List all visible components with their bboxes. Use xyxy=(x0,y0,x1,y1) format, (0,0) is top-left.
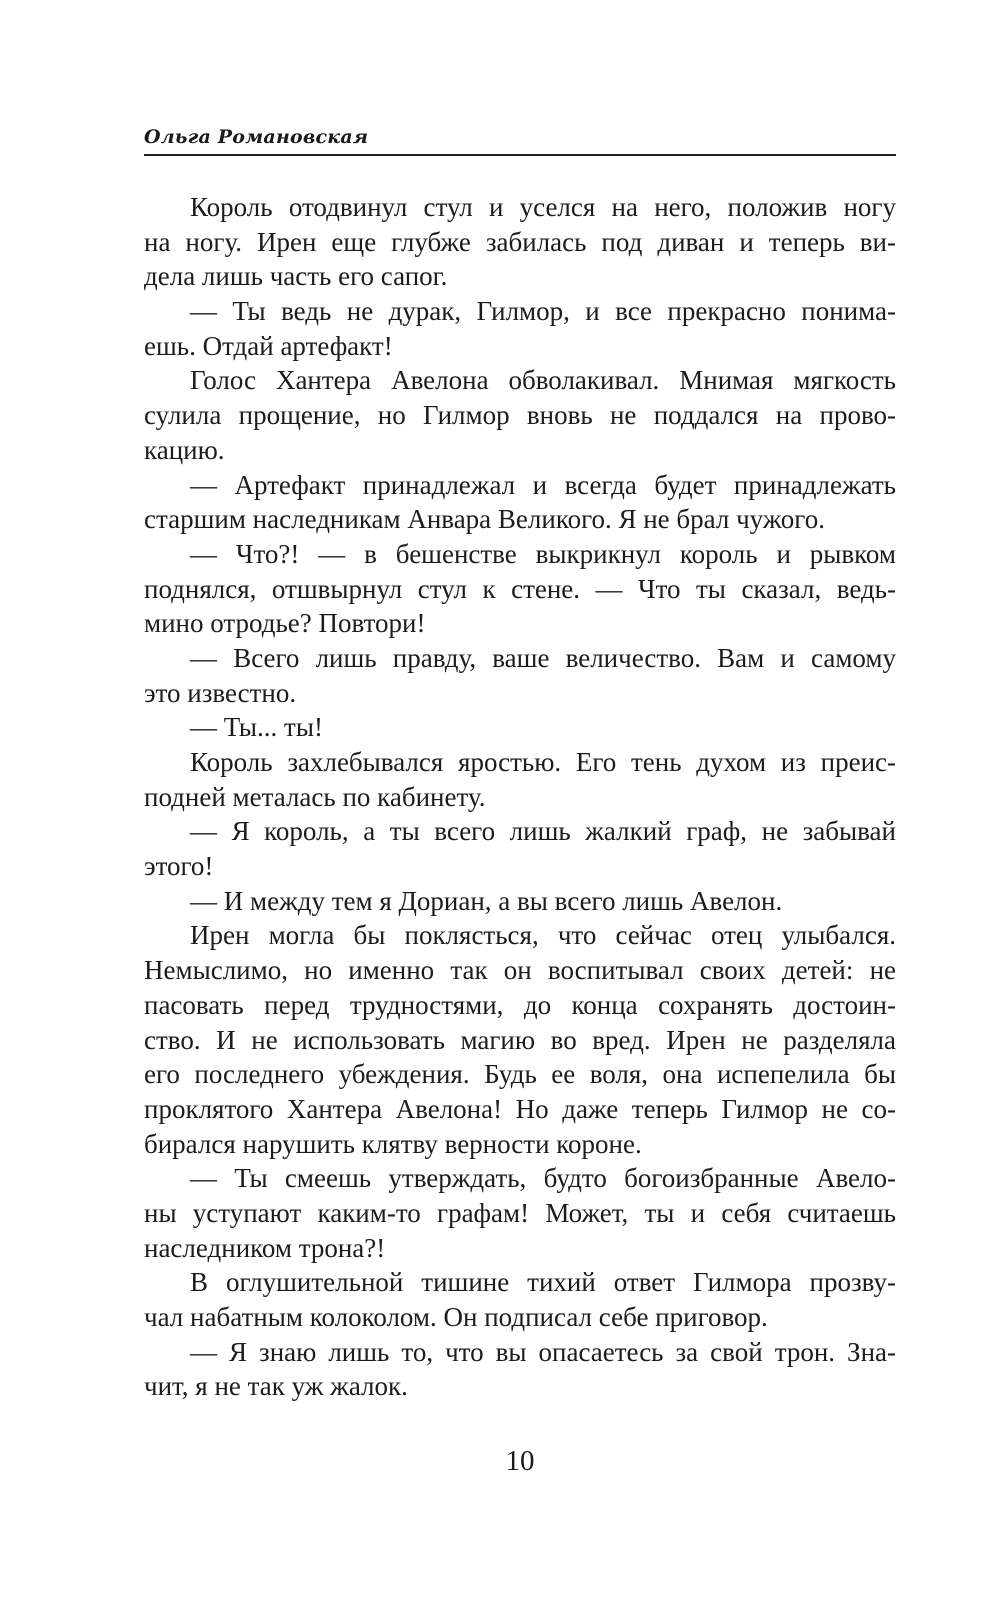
text-line: мино отродье? Повтори! xyxy=(144,608,426,639)
text-line: — Всего лишь правду, ваше величество. Вам и самому xyxy=(190,642,896,673)
text-line: — И между тем я Дориан, а вы всего лишь Авелон. xyxy=(190,885,783,916)
page-number: 10 xyxy=(505,1445,535,1477)
running-head xyxy=(144,118,896,156)
text-line: проклятого Хантера Авелона! Но даже теперь Гилмор не со- xyxy=(144,1093,896,1124)
text-line: старшим наследникам Анвара Великого. Я не брал чужого. xyxy=(144,504,825,535)
text-line: чал набатным колоколом. Он подписал себе приговор. xyxy=(144,1302,768,1332)
text-line: — Ты... ты! xyxy=(190,712,323,743)
text-line: Немыслимо, но именно так он воспитывал своих детей: не xyxy=(144,955,896,986)
text-line: В оглушительной тишине тихий ответ Гилмора прозву- xyxy=(190,1267,896,1298)
text-line: кацию. xyxy=(144,434,225,465)
text-line: Король отодвинул стул и уселся на него, положив ногу xyxy=(190,192,896,222)
text-line: сулила прощение, но Гилмор вновь не поддался на прово- xyxy=(144,400,896,431)
text-line: — Что?! — в бешенстве выкрикнул король и рывком xyxy=(190,538,896,569)
text-line: дела лишь часть его сапог. xyxy=(144,261,448,292)
text-line: — Ты ведь не дурак, Гилмор, и все прекрасно понима- xyxy=(190,296,896,327)
body-text xyxy=(144,190,896,1404)
text-line: — Ты смеешь утверждать, будто богоизбранные Авело- xyxy=(190,1163,896,1194)
text-line: ешь. Отдай артефакт! xyxy=(144,330,393,361)
text-line: его последнего убеждения. Будь ее воля, она испепелила бы xyxy=(144,1059,896,1090)
text-line: ны уступают каким-то графам! Может, ты и себя считаешь xyxy=(144,1197,896,1228)
text-line: Ирен могла бы поклясться, что сейчас отец улыбался. xyxy=(190,920,896,951)
text-line: — Я знаю лишь то, что вы опасаетесь за свой трон. Зна- xyxy=(190,1336,896,1367)
text-line: подней металась по кабинету. xyxy=(144,781,486,812)
text-line: поднялся, отшвырнул стул к стене. — Что ты сказал, ведь- xyxy=(144,573,896,604)
author-name: Ольга Романовская xyxy=(144,126,369,148)
text-line: Король захлебывался яростью. Его тень духом из преис- xyxy=(190,747,896,777)
text-line: ство. И не использовать магию во вред. Ирен не разделяла xyxy=(144,1024,896,1055)
text-line: чит, я не так уж жалок. xyxy=(144,1371,408,1402)
text-line: бирался нарушить клятву верности короне. xyxy=(144,1128,642,1159)
text-line: — Артефакт принадлежал и всегда будет принадлежать xyxy=(190,469,896,500)
text-line: наследником трона?! xyxy=(144,1232,386,1263)
text-line: Голос Хантера Авелона обволакивал. Мнимая мягкость xyxy=(190,365,896,396)
text-line: — Я король, а ты всего лишь жалкий граф, не забывай xyxy=(190,816,896,847)
text-line: на ногу. Ирен еще глубже забилась под диван и теперь ви- xyxy=(144,226,896,257)
text-line: этого! xyxy=(144,851,214,882)
text-line: это известно. xyxy=(144,677,297,708)
text-line: пасовать перед трудностями, до конца сохранять достоин- xyxy=(144,989,896,1020)
